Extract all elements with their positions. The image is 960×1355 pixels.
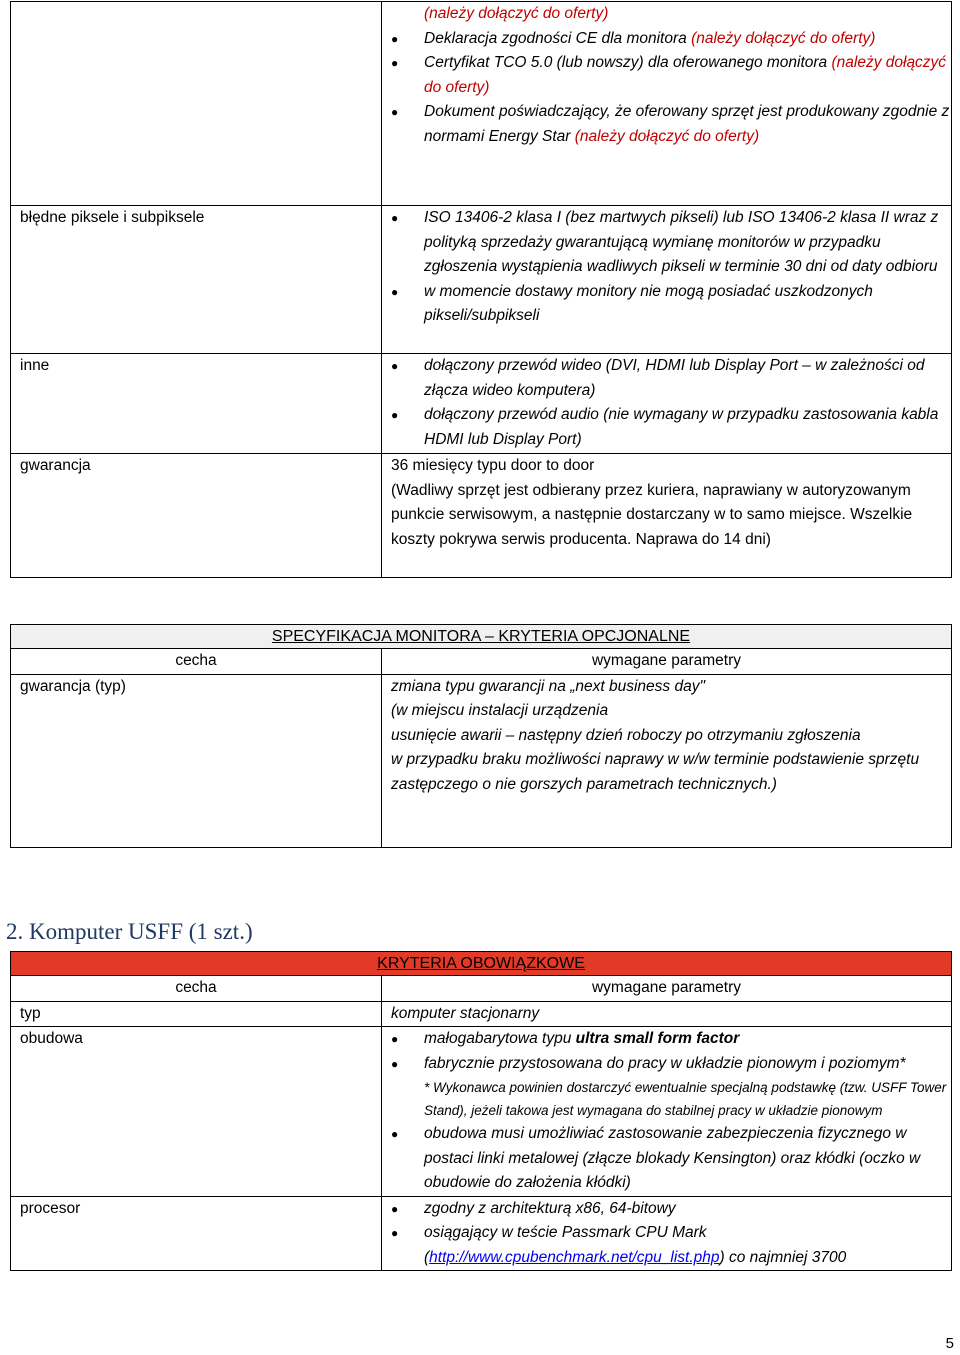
case-list bbox=[382, 1027, 951, 1196]
list-item: ● ISO 13406-2 klasa I (bez martwych pikseli) lub ISO 13406-2 klasa II wraz z polityką sprzedaży gwarantującą wymianę monitorów w przypadku zgłoszenia wystąpienia wadliwych pikseli w terminie 30 dni od daty odbioru bbox=[424, 206, 951, 280]
table-cell bbox=[382, 1196, 952, 1271]
list-item bbox=[424, 1027, 951, 1052]
row-label-case: obudowa bbox=[11, 1027, 382, 1197]
list-item: ● zgodny z architekturą x86, 64-bitowy bbox=[424, 1197, 951, 1222]
table-columns-row bbox=[11, 976, 952, 1002]
column-header-params: wymagane parametry bbox=[382, 649, 952, 675]
table-columns-row bbox=[11, 649, 952, 675]
cpu-item-text: osiągający w teście Passmark CPU Mark ( bbox=[424, 1224, 707, 1266]
computer-requirements-table bbox=[10, 951, 952, 1271]
list-item: ● dołączony przewód audio (nie wymagany w przypadku zastosowania kabla HDMI lub Display Port) bbox=[424, 403, 951, 452]
list-item: ● Deklaracja zgodności CE dla monitora (należy dołączyć do oferty) bbox=[424, 27, 951, 52]
case-item-bold: ultra small form factor bbox=[575, 1030, 740, 1047]
table-cell bbox=[382, 1027, 952, 1197]
header-text: SPECYFIKACJA MONITORA – KRYTERIA OPCJONALNE bbox=[271, 628, 691, 645]
table-header-row bbox=[11, 625, 952, 649]
column-header-feature: cecha bbox=[11, 976, 382, 1002]
table-cell bbox=[382, 674, 952, 847]
table-row bbox=[11, 206, 952, 354]
list-item: ● obudowa musi umożliwiać zastosowanie zabezpieczenia fizycznego w postaci linki metalowej (złącze blokady Kensington) oraz kłódki (oczko w obudowie do założenia kłódki) bbox=[424, 1122, 951, 1196]
text-line: (w miejscu instalacji urządzenia bbox=[391, 702, 609, 719]
list-item bbox=[424, 1221, 951, 1270]
column-header-params: wymagane parametry bbox=[382, 976, 952, 1002]
table-row bbox=[11, 354, 952, 454]
text-line: zmiana typu gwarancji na „next business day" bbox=[391, 677, 705, 695]
case-note: * Wykonawca powinien dostarczyć ewentualnie specjalną podstawkę (tzw. USFF Tower Stand), jeżeli takowa jest wymagana do stabilnej pracy w układzie pionowym bbox=[424, 1080, 947, 1118]
table-row bbox=[11, 1196, 952, 1271]
other-list bbox=[382, 354, 951, 452]
list-item: (należy dołączyć do oferty) bbox=[424, 5, 609, 22]
pixels-list bbox=[382, 206, 951, 329]
cpu-list bbox=[382, 1197, 951, 1271]
list-item: ● Dokument poświadczający, że oferowany sprzęt jest produkowany zgodnie z normami Energy Star (należy dołączyć do oferty) bbox=[424, 100, 951, 149]
table-header bbox=[11, 952, 952, 976]
list-item: ● w momencie dostawy monitory nie mogą posiadać uszkodzonych pikseli/subpikseli bbox=[424, 280, 951, 329]
table-row bbox=[11, 1027, 952, 1197]
table-cell bbox=[382, 1001, 952, 1027]
cpu-item-text: ) co najmniej 3700 bbox=[719, 1248, 847, 1266]
text-line: w przypadku braku możliwości naprawy w w/w terminie podstawienie sprzętu zastępczego o nie gorszych parametrach technicznych.) bbox=[391, 751, 920, 793]
header-text: KRYTERIA OBOWIĄZKOWE bbox=[377, 955, 585, 972]
table-row bbox=[11, 2, 952, 206]
type-value: komputer stacjonarny bbox=[391, 1004, 540, 1022]
row-label-type: typ bbox=[11, 1001, 382, 1027]
table-cell bbox=[382, 354, 952, 454]
table-cell bbox=[382, 2, 952, 206]
warranty-description: (Wadliwy sprzęt jest odbierany przez kuriera, naprawiany w autoryzowanym punkcie serwisowym, a następnie dostarczany w to samo miejsce. Wszelkie koszty pokrywa serwis producenta. Naprawa do 14 dni) bbox=[391, 481, 913, 548]
section-heading: 2. Komputer USFF (1 szt.) bbox=[6, 919, 253, 944]
row-label-warranty-type: gwarancja (typ) bbox=[11, 674, 382, 847]
monitor-requirements-table bbox=[10, 1, 952, 578]
certificates-list bbox=[382, 2, 951, 149]
list-item: ● Certyfikat TCO 5.0 (lub nowszy) dla oferowanego monitora (należy dołączyć do oferty) bbox=[424, 51, 951, 100]
page-number: 5 bbox=[945, 1335, 954, 1352]
table-cell bbox=[382, 206, 952, 354]
column-header-feature: cecha bbox=[11, 649, 382, 675]
row-label-other: inne bbox=[11, 354, 382, 454]
monitor-optional-table bbox=[10, 624, 952, 848]
text-line: usunięcie awarii – następny dzień roboczy po otrzymaniu zgłoszenia bbox=[391, 726, 861, 744]
row-label-warranty: gwarancja bbox=[11, 454, 382, 578]
table-cell bbox=[382, 454, 952, 578]
table-header-row bbox=[11, 952, 952, 976]
warranty-line: 36 miesięcy typu door to door bbox=[391, 457, 595, 474]
case-item-text: małogabarytowa typu bbox=[424, 1030, 576, 1047]
case-item-text: fabrycznie przystosowana do pracy w układzie pionowym i poziomym* bbox=[424, 1054, 906, 1072]
row-label-pixels: błędne piksele i subpiksele bbox=[11, 206, 382, 354]
table-row bbox=[11, 1001, 952, 1027]
row-label-cpu: procesor bbox=[11, 1196, 382, 1271]
cpubenchmark-link[interactable]: http://www.cpubenchmark.net/cpu_list.php bbox=[429, 1248, 720, 1266]
table-cell bbox=[11, 2, 382, 206]
table-row bbox=[11, 674, 952, 847]
list-item bbox=[424, 1052, 951, 1123]
table-header bbox=[11, 625, 952, 649]
table-row bbox=[11, 454, 952, 578]
list-item: ● dołączony przewód wideo (DVI, HDMI lub Display Port – w zależności od złącza wideo komputera) bbox=[424, 354, 951, 403]
